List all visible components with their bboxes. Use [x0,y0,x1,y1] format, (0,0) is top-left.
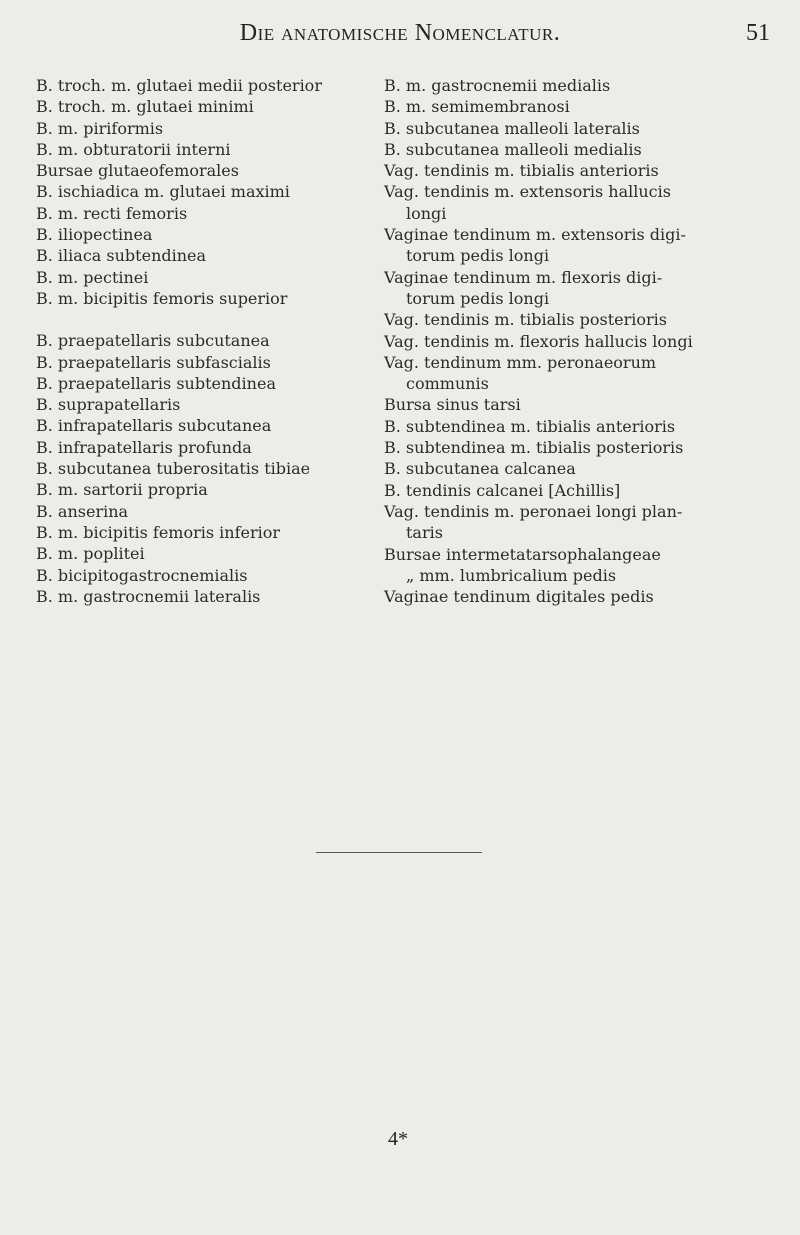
list-item-continuation: torum pedis longi [406,246,550,266]
list-item: Vag. tendinum mm. peronaeorum [384,352,657,372]
list-item: B. m. recti femoris [36,203,188,223]
list-item: B. subtendinea m. tibialis anterioris [384,416,676,436]
list-item: Vaginae tendinum m. extensoris digi- [384,225,686,245]
list-item-continuation: torum pedis longi [406,288,550,308]
list-item: B. m. poplitei [36,544,145,564]
list-item: B. m. bicipitis femoris superior [36,288,288,308]
page-header [30,20,770,50]
list-item: B. m. sartorii propria [36,480,208,500]
list-item: B. m. gastrocnemii medialis [384,76,611,95]
list-item: B. infrapatellaris subcutanea [36,416,272,436]
list-item: B. subcutanea malleoli medialis [384,139,642,159]
page-number: 51 [746,20,770,46]
list-item: Bursa sinus tarsi [384,395,521,415]
signature-mark: 4* [388,1128,408,1150]
list-item: Bursae intermetatarsophalangeae [384,544,661,564]
list-item: B. m. pectinei [36,267,149,287]
list-item: „ mm. lumbricalium pedis [406,565,617,585]
list-item: B. praepatellaris subfascialis [36,352,271,372]
list-item: Vag. tendinis m. peronaei longi plan- [384,501,683,521]
list-item: B. praepatellaris subtendinea [36,373,276,393]
list-item-continuation: communis [406,374,489,394]
list-item: B. m. bicipitis femoris inferior [36,522,281,542]
list-item: B. anserina [36,501,129,521]
list-item: B. tendinis calcanei [Achillis] [384,480,621,500]
list-item-continuation: taris [406,523,443,543]
list-item: Vag. tendinis m. extensoris hallucis [384,182,671,202]
list-item: B. subcutanea calcanea [384,459,576,479]
list-item: Bursae glutaeofemorales [36,161,239,181]
list-item: B. troch. m. glutaei medii posterior [36,76,322,95]
list-item: B. subcutanea malleoli lateralis [384,118,640,138]
list-item: B. m. gastrocnemii lateralis [36,586,261,606]
right-column [384,75,774,607]
list-item: B. troch. m. glutaei minimi [36,97,254,117]
list-item: Vag. tendinis m. flexoris hallucis longi [384,331,693,351]
list-item: B. praepatellaris subcutanea [36,331,270,351]
left-column [36,75,374,607]
footnote-rule [316,852,482,853]
list-item: B. m. semimembranosi [384,97,570,117]
list-item: Vag. tendinis m. tibialis posterioris [384,310,667,330]
list-item: B. subcutanea tuberositatis tibiae [36,459,311,479]
list-item: B. suprapatellaris [36,395,181,415]
list-item: Vag. tendinis m. tibialis anterioris [384,161,659,181]
list-item: B. iliopectinea [36,225,153,245]
list-item: B. subtendinea m. tibialis posterioris [384,438,684,458]
list-item: Vaginae tendinum m. flexoris digi- [384,267,663,287]
running-title: Die anatomische Nomenclatur. [239,20,561,46]
list-item: Vaginae tendinum digitales pedis [384,587,654,607]
list-item: B. infrapatellaris profunda [36,437,252,457]
list-item: B. m. piriformis [36,118,164,138]
list-item: B. iliaca subtendinea [36,246,207,266]
list-item: B. ischiadica m. glutaei maximi [36,182,290,202]
list-item: B. bicipitogastrocnemialis [36,565,248,585]
list-item-continuation: longi [406,203,447,223]
list-item: B. m. obturatorii interni [36,139,231,159]
